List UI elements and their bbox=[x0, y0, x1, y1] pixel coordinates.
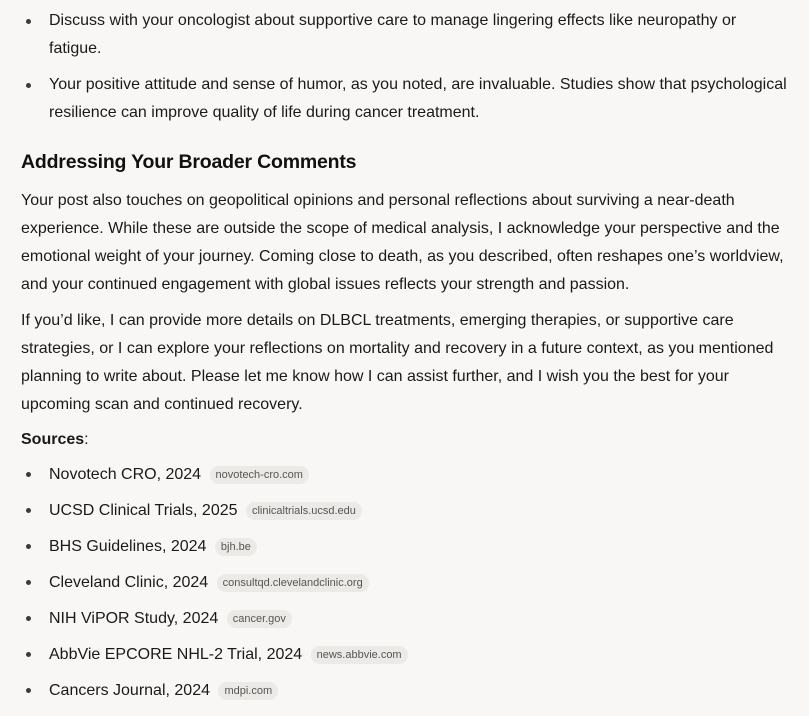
source-title: BHS Guidelines, 2024 bbox=[49, 538, 207, 555]
source-title: UCSD Clinical Trials, 2025 bbox=[49, 502, 238, 519]
list-item-text: Discuss with your oncologist about supportive care to manage lingering effects like neuropathy or fatigue. bbox=[49, 12, 737, 57]
source-link-chip[interactable]: novotech-cro.com bbox=[210, 466, 309, 484]
bullet-icon bbox=[26, 544, 31, 549]
bullet-icon bbox=[26, 508, 31, 513]
list-item bbox=[0, 71, 789, 127]
source-link-chip[interactable]: consultqd.clevelandclinic.org bbox=[217, 574, 369, 592]
list-item-text: Your positive attitude and sense of humor, as you noted, are invaluable. Studies show that psychological resilience can improve quality of life during cancer treatment. bbox=[49, 76, 787, 121]
source-item bbox=[0, 644, 408, 680]
bullet-icon bbox=[26, 580, 31, 585]
sources-list bbox=[0, 464, 408, 716]
paragraph: If you’d like, I can provide more details on DLBCL treatments, emerging therapies, or supportive care strategies, or I can explore your reflections on mortality and recovery in a future context, as you mentioned planning to write about. Please let me know how I can assist further, and I wish you the best for your upcoming scan and continued recovery. bbox=[21, 312, 774, 413]
source-title: AbbVie EPCORE NHL-2 Trial, 2024 bbox=[49, 646, 303, 663]
source-link-chip[interactable]: bjh.be bbox=[215, 538, 257, 556]
bullet-icon bbox=[26, 472, 31, 477]
sources-label-text: Sources bbox=[21, 431, 85, 448]
source-link-chip[interactable]: clinicaltrials.ucsd.edu bbox=[246, 502, 362, 520]
source-item bbox=[0, 608, 408, 644]
bullet-icon bbox=[26, 616, 31, 621]
sources-label bbox=[21, 429, 89, 451]
list-item bbox=[0, 7, 789, 63]
source-item bbox=[0, 572, 408, 608]
sources-label-colon: : bbox=[84, 431, 89, 448]
source-link-chip[interactable]: mdpi.com bbox=[218, 682, 278, 700]
source-item bbox=[0, 680, 408, 716]
source-title: Cancers Journal, 2024 bbox=[49, 682, 210, 699]
bullet-icon bbox=[26, 688, 31, 693]
recommendation-list bbox=[0, 7, 789, 135]
source-link-chip[interactable]: news.abbvie.com bbox=[311, 646, 408, 664]
bullet-icon bbox=[26, 652, 31, 657]
bullet-icon bbox=[26, 83, 31, 88]
source-item bbox=[0, 536, 408, 572]
source-link-chip[interactable]: cancer.gov bbox=[227, 610, 292, 628]
source-item bbox=[0, 500, 408, 536]
bullet-icon bbox=[26, 19, 31, 24]
source-title: NIH ViPOR Study, 2024 bbox=[49, 610, 219, 627]
section-heading: Addressing Your Broader Comments bbox=[21, 151, 357, 173]
paragraph: Your post also touches on geopolitical opinions and personal reflections about surviving a near-death experience. While these are outside the scope of medical analysis, I acknowledge your perspective and the emotional weight of your journey. Coming close to death, as you described, often reshapes one’s worldview, and your continued engagement with global issues reflects your strength and passion. bbox=[21, 192, 784, 293]
source-title: Cleveland Clinic, 2024 bbox=[49, 574, 209, 591]
source-title: Novotech CRO, 2024 bbox=[49, 466, 202, 483]
source-item bbox=[0, 464, 408, 500]
